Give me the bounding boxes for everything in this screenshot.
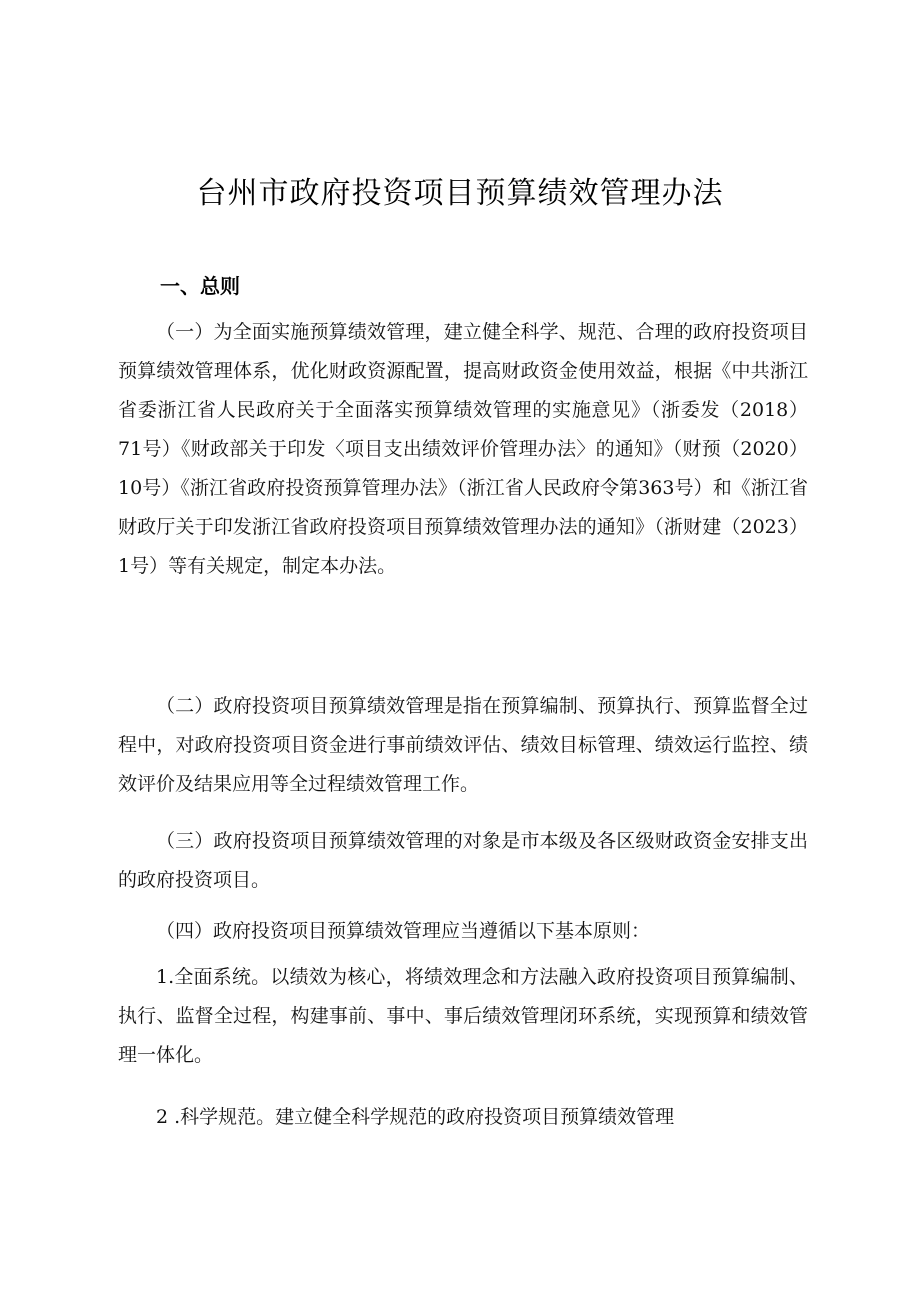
paragraph-6: 2 .科学规范。建立健全科学规范的政府投资项目预算绩效管理 <box>156 1106 675 1128</box>
paragraph-1: （一）为全面实施预算绩效管理，建立健全科学、规范、合理的政府投资项目预算绩效管理体系，优化财政资源配置，提高财政资金使用效益，根据《中共浙江省委浙江省人民政府关于全面落实预算绩效管理的实施意见》（浙委发（2018）71号）《财政部关于印发〈项目支出绩效评价管理办法〉的通知》（财预（2020）10号）《浙江省政府投资预算管理办法》（浙江省人民政府令第363号）和《浙江省财政厅关于印发浙江省政府投资项目预算绩效管理办法的通知》（浙财建（2023）1号）等有关规定，制定本办法。 <box>118 321 808 577</box>
paragraph-2: （二）政府投资项目预算绩效管理是指在预算编制、预算执行、预算监督全过程中，对政府投资项目资金进行事前绩效评估、绩效目标管理、绩效运行监控、绩效评价及结果应用等全过程绩效管理工作。 <box>118 695 808 795</box>
paragraph-3: （三）政府投资项目预算绩效管理的对象是市本级及各区级财政资金安排支出的政府投资项目。 <box>118 830 808 891</box>
paragraph-4: （四）政府投资项目预算绩效管理应当遵循以下基本原则： <box>156 920 651 942</box>
section-heading-general-provisions: 一、总则 <box>160 274 240 298</box>
document-title: 台州市政府投资项目预算绩效管理办法 <box>196 176 724 211</box>
paragraph-5: 1.全面系统。以绩效为核心，将绩效理念和方法融入政府投资项目预算编制、执行、监督全过程，构建事前、事中、事后绩效管理闭环系统，实现预算和绩效管理一体化。 <box>118 966 808 1066</box>
